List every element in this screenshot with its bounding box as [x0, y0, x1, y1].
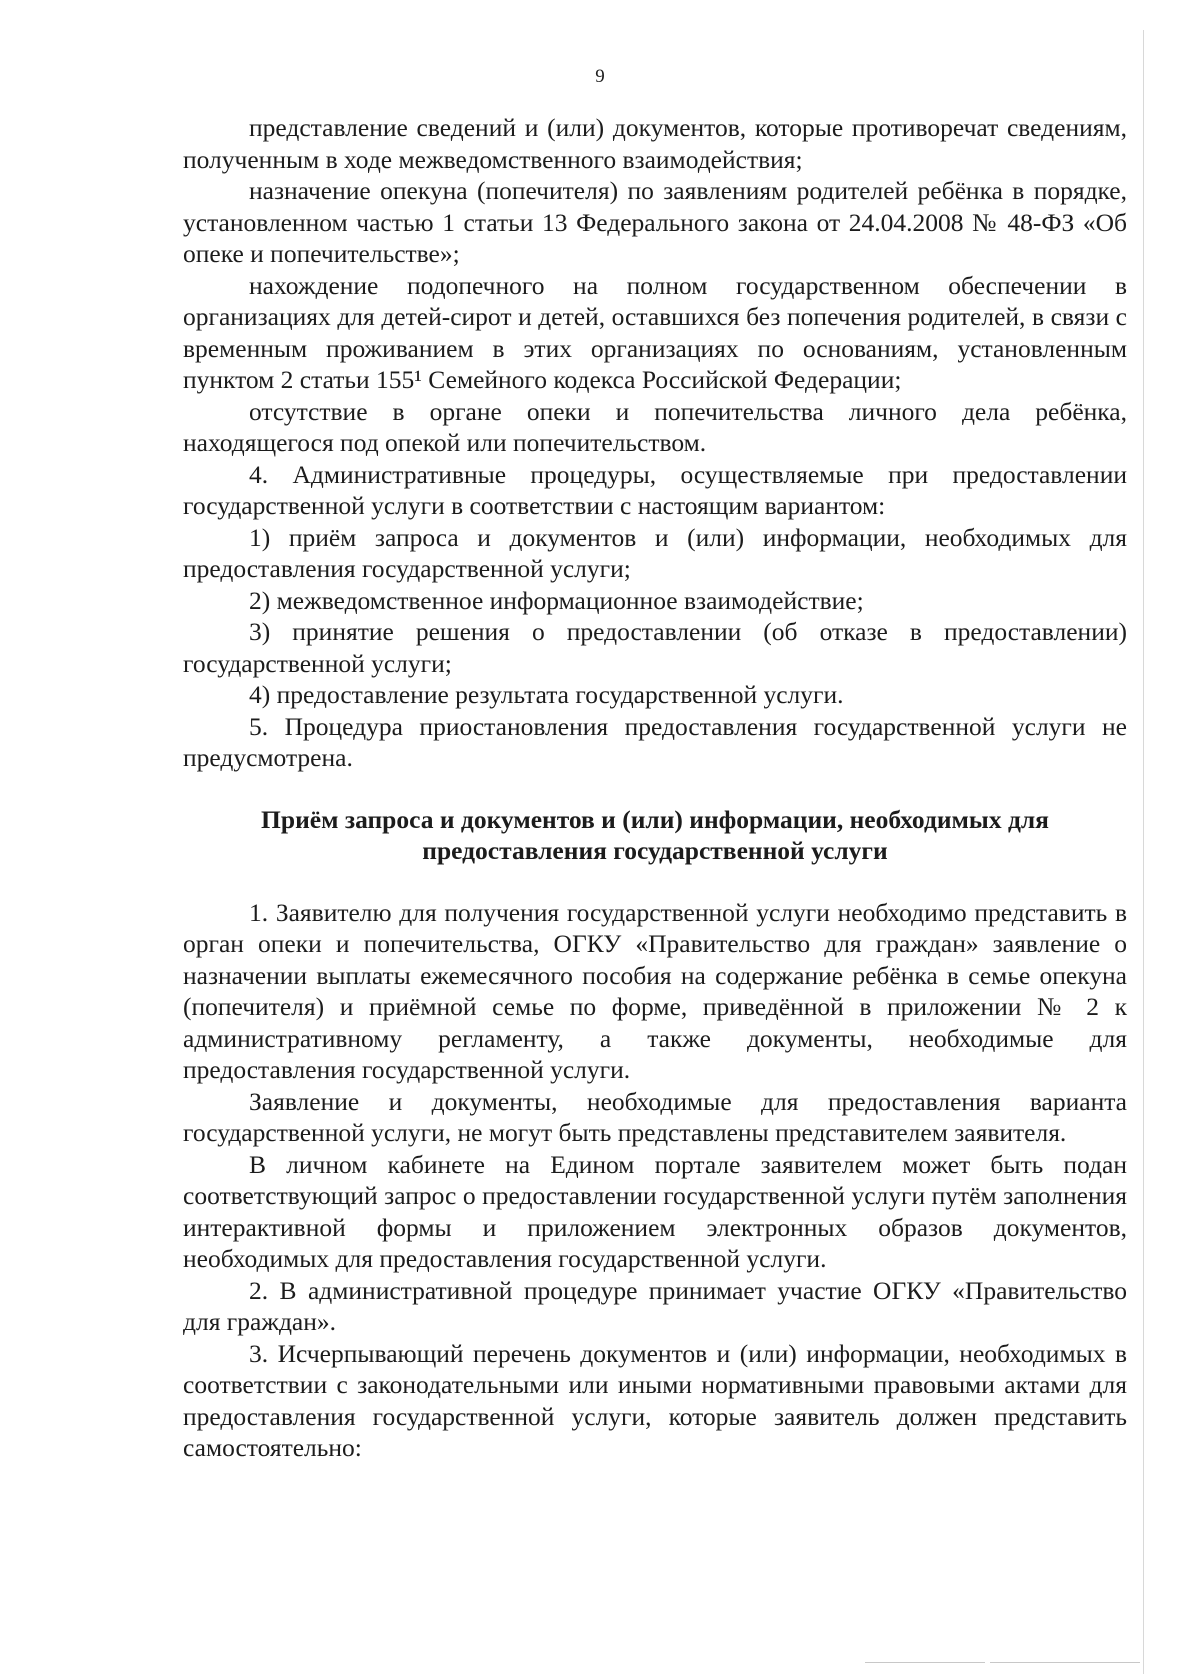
paragraph: 3. Исчерпывающий перечень документов и (или) информации, необходимых в соответствии с законодательными или иными нормативными правовыми актами для предоставления государственной услуги, которые заявитель должен представить самостоятельно: [183, 1338, 1127, 1462]
list-item: 3) принятие решения о предоставлении (об отказе в предоставлении) государственной услуги; [183, 617, 1127, 678]
paragraph: отсутствие в органе опеки и попечительства личного дела ребёнка, находящегося под опекой или попечительством. [183, 396, 1127, 457]
page-edge-line [1143, 30, 1144, 1674]
scan-mark [865, 1662, 985, 1663]
scan-mark [990, 1662, 1140, 1663]
section-heading: Приём запроса и документов и (или) информации, необходимых для предоставления государственной услуги [261, 804, 1049, 865]
paragraph: В личном кабинете на Едином портале заявителем может быть подан соответствующий запрос о предоставлении государственной услуги путём заполнения интерактивной формы и приложением электронных образов документов, необходимых для предоставления государственной услуги. [183, 1149, 1127, 1273]
paragraph: 5. Процедура приостановления предоставления государственной услуги не предусмотрена. [183, 711, 1127, 772]
paragraph: Заявление и документы, необходимые для предоставления варианта государственной услуги, не могут быть представлены представителем заявителя. [183, 1086, 1127, 1147]
document-body [183, 112, 1127, 1464]
list-item: 1) приём запроса и документов и (или) информации, необходимых для предоставления государственной услуги; [183, 522, 1127, 583]
list-item: 4) предоставление результата государственной услуги. [249, 680, 844, 709]
paragraph: 2. В административной процедуре принимает участие ОГКУ «Правительство для граждан». [183, 1275, 1127, 1336]
page-number: 9 [595, 66, 605, 87]
paragraph: нахождение подопечного на полном государственном обеспечении в организациях для детей-сирот и детей, оставшихся без попечения родителей, в связи с временным проживанием в этих организациях по основаниям, установленным пунктом 2 статьи 155¹ Семейного кодекса Российской Федерации; [183, 270, 1127, 394]
list-item: 2) межведомственное информационное взаимодействие; [249, 585, 864, 615]
paragraph: назначение опекуна (попечителя) по заявлениям родителей ребёнка в порядке, установленном частью 1 статьи 13 Федерального закона от 24.04.2008 № 48-ФЗ «Об опеке и попечительстве»; [183, 176, 1127, 268]
paragraph: 4. Административные процедуры, осуществляемые при предоставлении государственной услуги в соответствии с настоящим вариантом: [183, 459, 1127, 520]
paragraph: представление сведений и (или) документов, которые противоречат сведениям, полученным в ходе межведомственного взаимодействия; [183, 113, 1127, 174]
paragraph: 1. Заявителю для получения государственной услуги необходимо представить в орган опеки и попечительства, ОГКУ «Правительство для граждан» заявление о назначении выплаты ежемесячного пособия на содержание ребёнка в семье опекуна (попечителя) и приёмной семье по форме, приведённой в приложении № 2 к административному регламенту, а также документы, необходимые для предоставления государственной услуги. [183, 897, 1127, 1084]
